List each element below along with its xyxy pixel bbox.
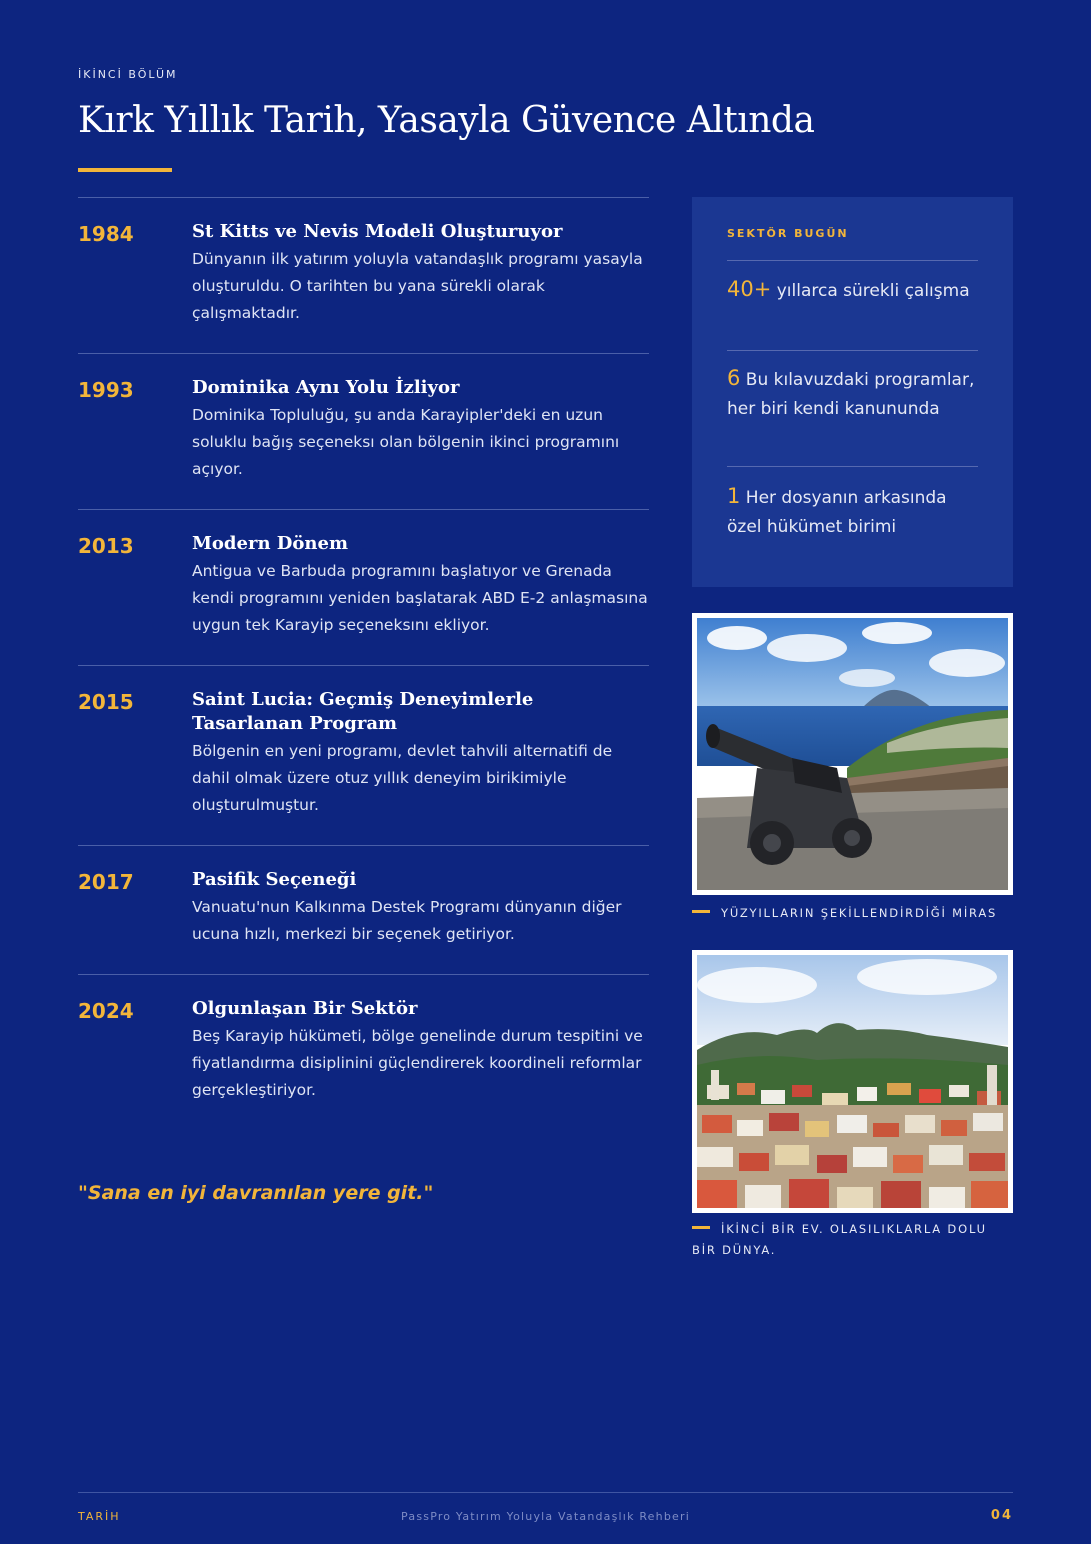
footer-publication: PassPro Yatırım Yoluyla Vatandaşlık Rehberi xyxy=(401,1510,690,1523)
pull-quote: "Sana en iyi davranılan yere git." xyxy=(78,1182,434,1204)
caption-text: İKİNCİ BİR EV. OLASILIKLARLA DOLU BİR DÜNYA. xyxy=(692,1222,987,1257)
page-title: Kırk Yıllık Tarih, Yasayla Güvence Altında xyxy=(78,100,815,141)
stat-item xyxy=(727,466,978,542)
timeline-entry xyxy=(78,845,649,974)
timeline-year: 2017 xyxy=(78,870,134,894)
page-number: 04 xyxy=(990,1508,1013,1523)
timeline-text: Beş Karayip hükümeti, bölge genelinde durum tespitini ve fiyatlandırma disiplinini güçlendirerek koordineli reformlar gerçekleştiriyor. xyxy=(192,1027,643,1099)
timeline-year: 2015 xyxy=(78,690,134,714)
timeline-text: Dünyanın ilk yatırım yoluyla vatandaşlık programı yasayla oluşturuldu. O tarihten bu yana sürekli olarak çalışmaktadır. xyxy=(192,250,643,322)
timeline-title: Pasifik Seçeneği xyxy=(192,869,357,890)
timeline-title: Dominika Aynı Yolu İzliyor xyxy=(192,377,460,398)
timeline xyxy=(78,197,649,1130)
title-underline xyxy=(78,168,172,172)
timeline-entry xyxy=(78,665,649,845)
hillside-town-image xyxy=(697,955,1008,1208)
timeline-text: Vanuatu'nun Kalkınma Destek Programı dünyanın diğer ucuna hızlı, merkezi bir seçenek getiriyor. xyxy=(192,898,622,943)
sector-today-label: SEKTÖR BUGÜN xyxy=(727,227,849,240)
timeline-entry xyxy=(78,509,649,665)
timeline-year: 1993 xyxy=(78,378,134,402)
timeline-title: Saint Lucia: Geçmiş Deneyimlerle Tasarlanan Program xyxy=(192,689,534,734)
stat-text: Bu kılavuzdaki programlar, her biri kendi kanununda xyxy=(727,370,975,419)
caption-dash xyxy=(692,910,710,913)
footer-section-label: TARİH xyxy=(78,1510,121,1523)
timeline-text: Dominika Topluluğu, şu anda Karayipler'deki en uzun soluklu bağış seçeneksı olan bölgenin ikinci programını açıyor. xyxy=(192,406,620,478)
caption-dash xyxy=(692,1226,710,1229)
section-eyebrow: İKİNCİ BÖLÜM xyxy=(78,68,178,81)
caption-text: YÜZYILLARIN ŞEKİLLENDİRDİĞİ MİRAS xyxy=(721,906,998,920)
stat-text: yıllarca sürekli çalışma xyxy=(776,281,970,301)
photo-caption xyxy=(692,903,1002,924)
stat-item xyxy=(727,260,978,306)
cannon-fortress-photo xyxy=(692,613,1013,895)
cannon-fortress-image xyxy=(697,618,1008,890)
sector-today-panel xyxy=(692,197,1013,587)
stat-number: 40+ xyxy=(727,277,772,301)
timeline-title: Modern Dönem xyxy=(192,533,349,554)
stat-number: 1 xyxy=(727,484,741,508)
footer-divider xyxy=(78,1492,1013,1493)
timeline-year: 2024 xyxy=(78,999,134,1023)
timeline-text: Antigua ve Barbuda programını başlatıyor ve Grenada kendi programını yeniden başlatarak ABD E-2 anlaşmasına uygun tek Karayip seçeneksını ekliyor. xyxy=(192,562,648,634)
timeline-title: St Kitts ve Nevis Modeli Oluşturuyor xyxy=(192,221,563,242)
timeline-year: 2013 xyxy=(78,534,134,558)
stat-number: 6 xyxy=(727,366,741,390)
timeline-entry xyxy=(78,974,649,1130)
stat-item xyxy=(727,350,978,424)
stat-text: Her dosyanın arkasında özel hükümet birimi xyxy=(727,488,947,537)
photo-caption xyxy=(692,1219,1002,1261)
timeline-title: Olgunlaşan Bir Sektör xyxy=(192,998,418,1019)
timeline-text: Bölgenin en yeni programı, devlet tahvili alternatifi de dahil olmak üzere otuz yıllık deneyim birikimiyle oluşturulmuştur. xyxy=(192,742,613,814)
timeline-entry xyxy=(78,353,649,509)
hillside-town-photo xyxy=(692,950,1013,1213)
timeline-year: 1984 xyxy=(78,222,134,246)
timeline-entry xyxy=(78,197,649,353)
